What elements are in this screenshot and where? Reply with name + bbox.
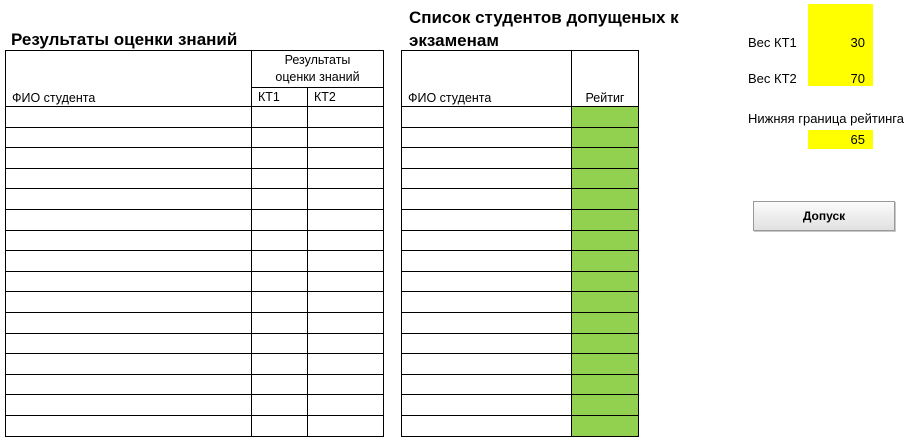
- kt2-cell[interactable]: [308, 333, 384, 354]
- admitted-name-cell[interactable]: [402, 251, 572, 272]
- right-title-line1: Список студентов допущеных к: [409, 8, 679, 27]
- results-table: [5, 50, 384, 437]
- table-row: [6, 168, 384, 189]
- rating-cell[interactable]: [572, 189, 639, 210]
- right-title-line2: экзаменам: [409, 31, 499, 50]
- rating-cell[interactable]: [572, 230, 639, 251]
- admitted-name-cell[interactable]: [402, 292, 572, 313]
- kt2-cell[interactable]: [308, 168, 384, 189]
- table-row: [402, 209, 639, 230]
- kt1-cell[interactable]: [252, 271, 308, 292]
- table-row: [6, 189, 384, 210]
- header-rating: Рейтиг: [572, 51, 639, 107]
- header-kt2: КТ2: [308, 88, 384, 107]
- student-name-cell[interactable]: [6, 127, 252, 148]
- admitted-name-cell[interactable]: [402, 374, 572, 395]
- student-name-cell[interactable]: [6, 168, 252, 189]
- header-results-line2: оценки знаний: [275, 70, 360, 84]
- table-row: [402, 415, 639, 436]
- rating-cell[interactable]: [572, 107, 639, 128]
- table-row: [6, 127, 384, 148]
- rating-cell[interactable]: [572, 312, 639, 333]
- kt2-cell[interactable]: [308, 148, 384, 169]
- kt2-cell[interactable]: [308, 251, 384, 272]
- table-row: [6, 107, 384, 128]
- table-row: [6, 354, 384, 375]
- rating-cell[interactable]: [572, 395, 639, 416]
- table-row: [402, 148, 639, 169]
- admitted-name-cell[interactable]: [402, 168, 572, 189]
- admitted-table: [401, 50, 639, 437]
- table-row: [402, 230, 639, 251]
- header-results-line1: Результаты: [284, 53, 351, 67]
- kt2-cell[interactable]: [308, 271, 384, 292]
- student-name-cell[interactable]: [6, 251, 252, 272]
- table-row: [402, 395, 639, 416]
- kt2-cell[interactable]: [308, 127, 384, 148]
- table-row: [402, 333, 639, 354]
- rating-cell[interactable]: [572, 333, 639, 354]
- table-row: [6, 415, 384, 436]
- kt1-cell[interactable]: [252, 374, 308, 395]
- kt2-cell[interactable]: [308, 230, 384, 251]
- kt1-cell[interactable]: [252, 168, 308, 189]
- kt1-cell[interactable]: [252, 107, 308, 128]
- weights-highlight: [808, 4, 873, 86]
- kt1-cell[interactable]: [252, 127, 308, 148]
- kt1-cell[interactable]: [252, 189, 308, 210]
- admitted-name-cell[interactable]: [402, 127, 572, 148]
- kt2-cell[interactable]: [308, 395, 384, 416]
- table-row: [6, 148, 384, 169]
- admitted-name-cell[interactable]: [402, 189, 572, 210]
- kt1-cell[interactable]: [252, 333, 308, 354]
- student-name-cell[interactable]: [6, 292, 252, 313]
- kt2-cell[interactable]: [308, 312, 384, 333]
- student-name-cell[interactable]: [6, 107, 252, 128]
- table-row: [6, 374, 384, 395]
- student-name-cell[interactable]: [6, 374, 252, 395]
- student-name-cell[interactable]: [6, 189, 252, 210]
- table-row: [6, 333, 384, 354]
- table-row: [6, 312, 384, 333]
- kt1-cell[interactable]: [252, 251, 308, 272]
- threshold-value[interactable]: 65: [808, 130, 873, 149]
- admitted-name-cell[interactable]: [402, 230, 572, 251]
- table-row: [6, 271, 384, 292]
- student-name-cell[interactable]: [6, 148, 252, 169]
- student-name-cell[interactable]: [6, 333, 252, 354]
- table-row: [6, 230, 384, 251]
- kt1-cell[interactable]: [252, 415, 308, 436]
- kt2-cell[interactable]: [308, 415, 384, 436]
- weight-kt2-label: Вес КТ2: [748, 71, 797, 86]
- student-name-cell[interactable]: [6, 209, 252, 230]
- rating-cell[interactable]: [572, 251, 639, 272]
- student-name-cell[interactable]: [6, 354, 252, 375]
- student-name-cell[interactable]: [6, 415, 252, 436]
- table-row: [402, 292, 639, 313]
- left-title: Результаты оценки знаний: [11, 30, 238, 49]
- kt1-cell[interactable]: [252, 292, 308, 313]
- rating-cell[interactable]: [572, 354, 639, 375]
- kt2-cell[interactable]: [308, 209, 384, 230]
- table-row: [402, 374, 639, 395]
- kt2-cell[interactable]: [308, 354, 384, 375]
- header-kt1: КТ1: [252, 88, 308, 107]
- rating-cell[interactable]: [572, 415, 639, 436]
- student-name-cell[interactable]: [6, 271, 252, 292]
- rating-cell[interactable]: [572, 292, 639, 313]
- table-row: [402, 251, 639, 272]
- header-student-name: ФИО студента: [6, 51, 252, 107]
- table-row: [6, 292, 384, 313]
- table-row: [402, 127, 639, 148]
- table-row: [402, 107, 639, 128]
- admitted-name-cell[interactable]: [402, 415, 572, 436]
- admitted-name-cell[interactable]: [402, 333, 572, 354]
- kt1-cell[interactable]: [252, 354, 308, 375]
- table-row: [402, 168, 639, 189]
- threshold-label: Нижняя граница рейтинга: [748, 111, 904, 126]
- student-name-cell[interactable]: [6, 230, 252, 251]
- admitted-name-cell[interactable]: [402, 148, 572, 169]
- rating-cell[interactable]: [572, 271, 639, 292]
- kt2-cell[interactable]: [308, 374, 384, 395]
- table-row: [6, 395, 384, 416]
- admitted-name-cell[interactable]: [402, 209, 572, 230]
- rating-cell[interactable]: [572, 127, 639, 148]
- admitted-name-cell[interactable]: [402, 107, 572, 128]
- admitted-name-cell[interactable]: [402, 395, 572, 416]
- kt1-cell[interactable]: [252, 230, 308, 251]
- kt1-cell[interactable]: [252, 148, 308, 169]
- kt1-cell[interactable]: [252, 209, 308, 230]
- rating-cell[interactable]: [572, 374, 639, 395]
- rating-cell[interactable]: [572, 168, 639, 189]
- header-results: [252, 51, 384, 88]
- admission-button[interactable]: Допуск: [753, 201, 895, 231]
- kt1-cell[interactable]: [252, 312, 308, 333]
- table-row: [6, 209, 384, 230]
- admitted-name-cell[interactable]: [402, 312, 572, 333]
- admitted-name-cell[interactable]: [402, 354, 572, 375]
- admitted-name-cell[interactable]: [402, 271, 572, 292]
- rating-cell[interactable]: [572, 209, 639, 230]
- kt2-cell[interactable]: [308, 189, 384, 210]
- table-row: [402, 354, 639, 375]
- student-name-cell[interactable]: [6, 395, 252, 416]
- weight-kt1-label: Вес КТ1: [748, 35, 797, 50]
- kt1-cell[interactable]: [252, 395, 308, 416]
- table-row: [402, 271, 639, 292]
- kt2-cell[interactable]: [308, 107, 384, 128]
- header-admitted-name: ФИО студента: [402, 51, 572, 107]
- table-row: [6, 251, 384, 272]
- weight-kt2-value[interactable]: 70: [850, 71, 865, 86]
- student-name-cell[interactable]: [6, 312, 252, 333]
- table-row: [402, 312, 639, 333]
- table-row: [402, 189, 639, 210]
- rating-cell[interactable]: [572, 148, 639, 169]
- weight-kt1-value[interactable]: 30: [850, 35, 865, 50]
- kt2-cell[interactable]: [308, 292, 384, 313]
